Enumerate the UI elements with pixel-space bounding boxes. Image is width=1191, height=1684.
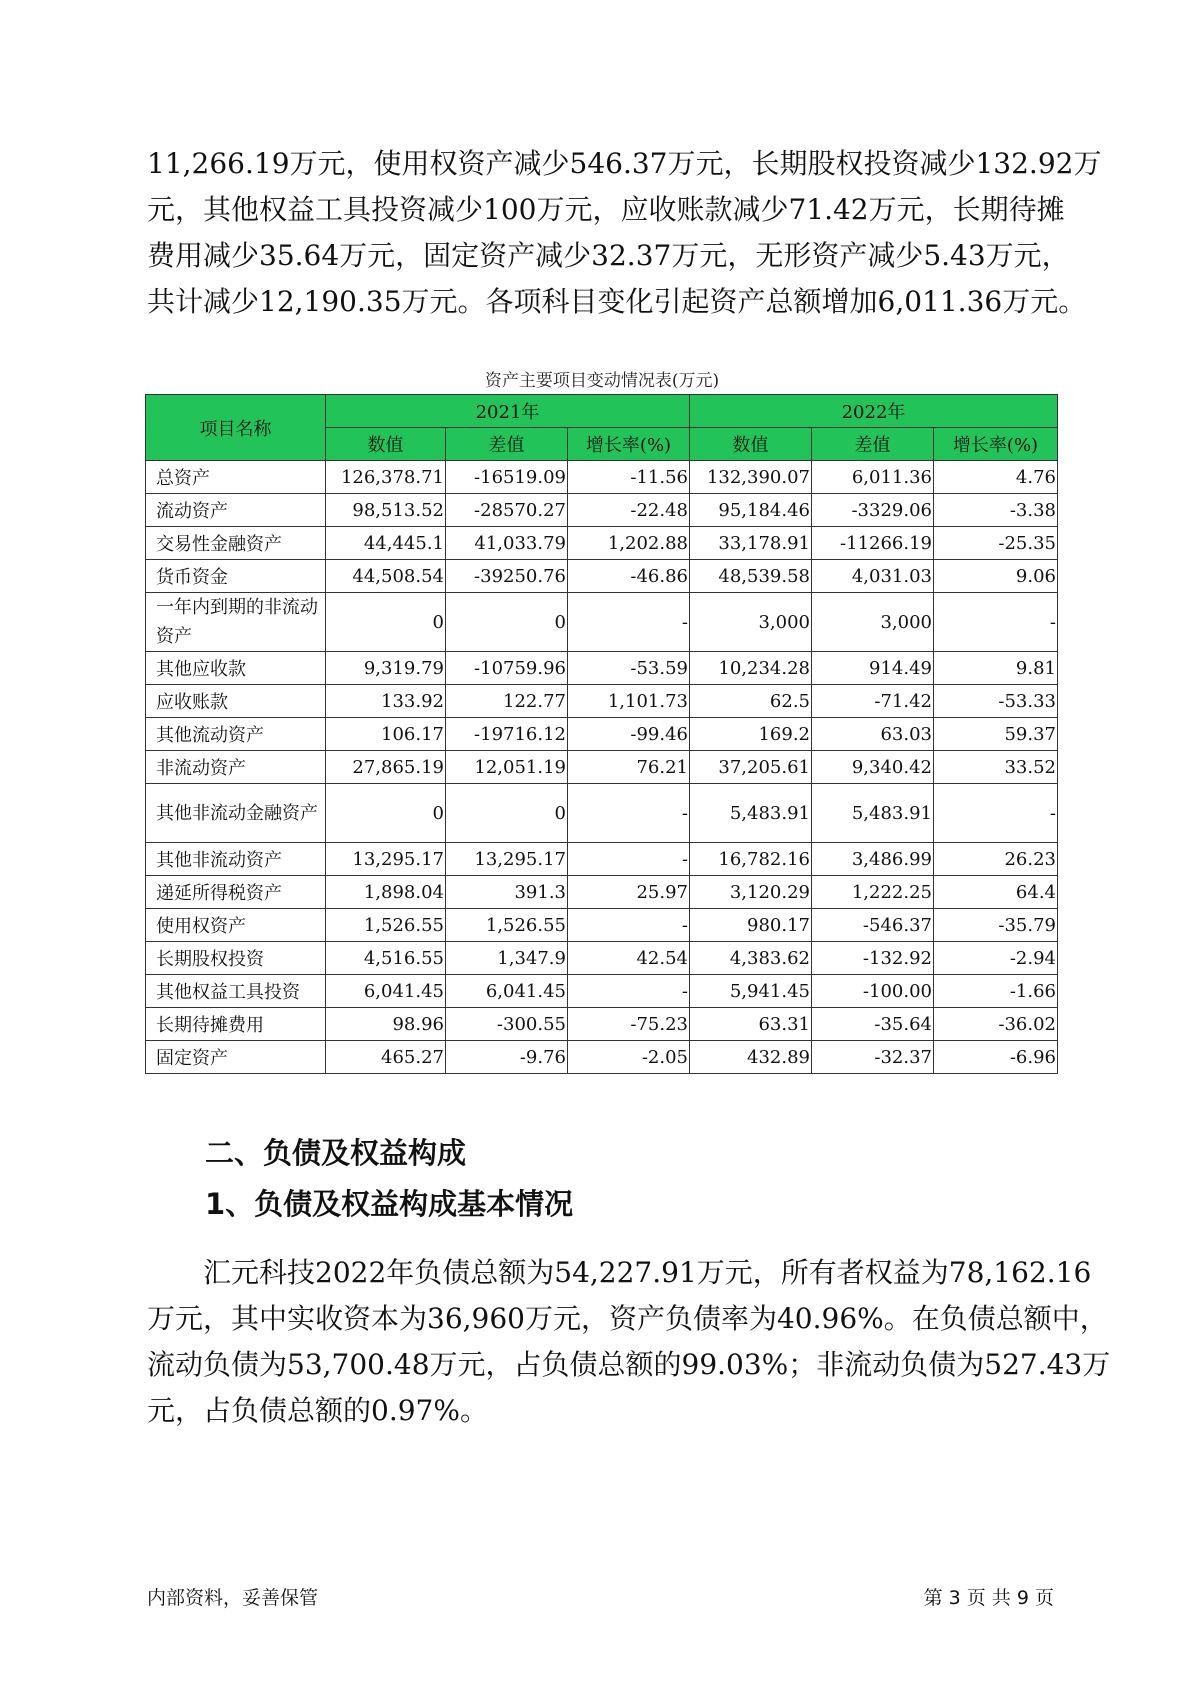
cell-growth-2022: 9.06 (934, 560, 1058, 593)
subsection-heading: 1、负债及权益构成基本情况 (205, 1187, 574, 1221)
cell-diff-2021: -39250.76 (446, 560, 568, 593)
cell-growth-2021: 42.54 (568, 942, 690, 975)
cell-value-2022: 10,234.28 (690, 652, 812, 685)
cell-item-name: 固定资产 (146, 1041, 326, 1074)
cell-value-2022: 3,000 (690, 593, 812, 652)
header-year-2022: 2022年 (690, 395, 1058, 428)
table-row (146, 652, 1058, 685)
cell-diff-2021: 1,347.9 (446, 942, 568, 975)
header-2021-value: 数值 (326, 428, 446, 461)
table-row (146, 784, 1058, 843)
cell-value-2022: 95,184.46 (690, 494, 812, 527)
cell-diff-2021: -300.55 (446, 1008, 568, 1041)
cell-growth-2021: - (568, 975, 690, 1008)
cell-value-2021: 98.96 (326, 1008, 446, 1041)
cell-value-2022: 63.31 (690, 1008, 812, 1041)
cell-item-name: 其他应收款 (146, 652, 326, 685)
footer-page-number: 第 3 页 共 9 页 (923, 1587, 1054, 1609)
cell-growth-2022: 26.23 (934, 843, 1058, 876)
cell-value-2021: 9,319.79 (326, 652, 446, 685)
cell-diff-2022: -11266.19 (812, 527, 934, 560)
table-row (146, 527, 1058, 560)
header-2022-diff: 差值 (812, 428, 934, 461)
cell-diff-2021: 13,295.17 (446, 843, 568, 876)
cell-value-2022: 432.89 (690, 1041, 812, 1074)
cell-growth-2022: -35.79 (934, 909, 1058, 942)
cell-diff-2022: 914.49 (812, 652, 934, 685)
cell-value-2021: 27,865.19 (326, 751, 446, 784)
footer-confidential-note: 内部资料，妥善保管 (147, 1587, 319, 1609)
cell-growth-2022: - (934, 593, 1058, 652)
asset-changes-table (145, 394, 1058, 1074)
cell-growth-2022: 33.52 (934, 751, 1058, 784)
cell-diff-2022: -35.64 (812, 1008, 934, 1041)
cell-growth-2021: - (568, 909, 690, 942)
cell-value-2022: 62.5 (690, 685, 812, 718)
table-row (146, 843, 1058, 876)
cell-diff-2021: 1,526.55 (446, 909, 568, 942)
cell-growth-2021: -11.56 (568, 461, 690, 494)
cell-growth-2021: - (568, 843, 690, 876)
cell-value-2021: 126,378.71 (326, 461, 446, 494)
liability-line-3: 流动负债为53,700.48万元，占负债总额的99.03%；非流动负债为527.43万 (147, 1348, 1111, 1381)
cell-value-2022: 5,941.45 (690, 975, 812, 1008)
header-2022-growth: 增长率(%) (934, 428, 1058, 461)
liability-line-4: 元，占负债总额的0.97%。 (147, 1394, 488, 1427)
table-row (146, 718, 1058, 751)
header-item-name: 项目名称 (146, 395, 326, 461)
table-row (146, 909, 1058, 942)
cell-value-2022: 33,178.91 (690, 527, 812, 560)
cell-growth-2021: -46.86 (568, 560, 690, 593)
cell-value-2021: 0 (326, 593, 446, 652)
cell-item-name: 其他权益工具投资 (146, 975, 326, 1008)
cell-diff-2022: 5,483.91 (812, 784, 934, 843)
cell-diff-2021: 0 (446, 593, 568, 652)
cell-item-name: 货币资金 (146, 560, 326, 593)
cell-growth-2021: -53.59 (568, 652, 690, 685)
cell-value-2021: 98,513.52 (326, 494, 446, 527)
cell-diff-2021: 0 (446, 784, 568, 843)
cell-growth-2021: - (568, 784, 690, 843)
cell-item-name: 应收账款 (146, 685, 326, 718)
header-year-2021: 2021年 (326, 395, 690, 428)
cell-diff-2022: 3,486.99 (812, 843, 934, 876)
cell-value-2022: 37,205.61 (690, 751, 812, 784)
cell-value-2022: 132,390.07 (690, 461, 812, 494)
table-caption: 资产主要项目变动情况表(万元) (484, 371, 720, 391)
cell-diff-2021: 391.3 (446, 876, 568, 909)
cell-growth-2022: 9.81 (934, 652, 1058, 685)
cell-diff-2022: 1,222.25 (812, 876, 934, 909)
cell-value-2021: 44,508.54 (326, 560, 446, 593)
cell-diff-2021: -10759.96 (446, 652, 568, 685)
intro-line-1: 11,266.19万元，使用权资产减少546.37万元，长期股权投资减少132.92万 (147, 147, 1102, 180)
cell-growth-2022: -6.96 (934, 1041, 1058, 1074)
intro-line-4: 共计减少12,190.35万元。各项科目变化引起资产总额增加6,011.36万元。 (147, 285, 1087, 318)
cell-value-2022: 3,120.29 (690, 876, 812, 909)
cell-item-name: 非流动资产 (146, 751, 326, 784)
liability-line-2: 万元，其中实收资本为36,960万元，资产负债率为40.96%。在负债总额中， (147, 1302, 1108, 1335)
cell-value-2021: 0 (326, 784, 446, 843)
cell-item-name: 其他流动资产 (146, 718, 326, 751)
liability-paragraph (147, 1250, 1111, 1434)
table-row (146, 975, 1058, 1008)
cell-diff-2021: -28570.27 (446, 494, 568, 527)
cell-growth-2021: -2.05 (568, 1041, 690, 1074)
liability-line-1: 汇元科技2022年负债总额为54,227.91万元，所有者权益为78,162.16 (203, 1256, 1092, 1289)
cell-growth-2021: -99.46 (568, 718, 690, 751)
table-row (146, 942, 1058, 975)
header-2021-diff: 差值 (446, 428, 568, 461)
cell-value-2021: 4,516.55 (326, 942, 446, 975)
cell-growth-2022: -36.02 (934, 1008, 1058, 1041)
cell-diff-2021: 122.77 (446, 685, 568, 718)
cell-growth-2021: -75.23 (568, 1008, 690, 1041)
cell-growth-2021: 76.21 (568, 751, 690, 784)
table-row (146, 461, 1058, 494)
cell-diff-2022: 3,000 (812, 593, 934, 652)
table-row (146, 1008, 1058, 1041)
cell-value-2021: 1,526.55 (326, 909, 446, 942)
cell-diff-2022: -71.42 (812, 685, 934, 718)
cell-diff-2022: 9,340.42 (812, 751, 934, 784)
cell-item-name: 使用权资产 (146, 909, 326, 942)
cell-growth-2022: - (934, 784, 1058, 843)
cell-item-name: 总资产 (146, 461, 326, 494)
cell-value-2021: 6,041.45 (326, 975, 446, 1008)
header-2022-value: 数值 (690, 428, 812, 461)
cell-item-name: 一年内到期的非流动资产 (146, 593, 326, 652)
cell-value-2021: 13,295.17 (326, 843, 446, 876)
cell-diff-2022: 63.03 (812, 718, 934, 751)
cell-value-2022: 169.2 (690, 718, 812, 751)
cell-item-name: 其他非流动金融资产 (146, 784, 326, 843)
cell-growth-2022: -2.94 (934, 942, 1058, 975)
cell-diff-2022: 6,011.36 (812, 461, 934, 494)
cell-diff-2021: 41,033.79 (446, 527, 568, 560)
cell-growth-2022: 4.76 (934, 461, 1058, 494)
table-row (146, 494, 1058, 527)
cell-growth-2021: - (568, 593, 690, 652)
cell-value-2022: 16,782.16 (690, 843, 812, 876)
intro-line-2: 元，其他权益工具投资减少100万元，应收账款减少71.42万元，长期待摊 (147, 193, 1065, 226)
cell-value-2021: 1,898.04 (326, 876, 446, 909)
cell-growth-2022: 59.37 (934, 718, 1058, 751)
cell-diff-2022: 4,031.03 (812, 560, 934, 593)
cell-growth-2022: 64.4 (934, 876, 1058, 909)
cell-growth-2022: -53.33 (934, 685, 1058, 718)
cell-diff-2021: 12,051.19 (446, 751, 568, 784)
table-row (146, 876, 1058, 909)
cell-growth-2021: 1,202.88 (568, 527, 690, 560)
table-row (146, 685, 1058, 718)
cell-growth-2022: -3.38 (934, 494, 1058, 527)
cell-item-name: 递延所得税资产 (146, 876, 326, 909)
cell-growth-2021: -22.48 (568, 494, 690, 527)
cell-item-name: 流动资产 (146, 494, 326, 527)
cell-diff-2021: -9.76 (446, 1041, 568, 1074)
cell-value-2021: 44,445.1 (326, 527, 446, 560)
intro-line-3: 费用减少35.64万元，固定资产减少32.37万元，无形资产减少5.43万元， (147, 239, 1070, 272)
cell-value-2022: 48,539.58 (690, 560, 812, 593)
header-2021-growth: 增长率(%) (568, 428, 690, 461)
cell-item-name: 交易性金融资产 (146, 527, 326, 560)
cell-diff-2022: -132.92 (812, 942, 934, 975)
cell-value-2021: 465.27 (326, 1041, 446, 1074)
cell-diff-2022: -32.37 (812, 1041, 934, 1074)
cell-value-2021: 133.92 (326, 685, 446, 718)
cell-diff-2021: -19716.12 (446, 718, 568, 751)
cell-value-2022: 5,483.91 (690, 784, 812, 843)
section-heading: 二、负债及权益构成 (205, 1136, 467, 1170)
cell-value-2021: 106.17 (326, 718, 446, 751)
cell-diff-2021: 6,041.45 (446, 975, 568, 1008)
cell-value-2022: 980.17 (690, 909, 812, 942)
cell-growth-2022: -1.66 (934, 975, 1058, 1008)
cell-diff-2022: -100.00 (812, 975, 934, 1008)
table-row (146, 1041, 1058, 1074)
intro-paragraph (147, 141, 1102, 325)
cell-item-name: 长期股权投资 (146, 942, 326, 975)
cell-diff-2022: -546.37 (812, 909, 934, 942)
cell-diff-2022: -3329.06 (812, 494, 934, 527)
cell-diff-2021: -16519.09 (446, 461, 568, 494)
cell-growth-2021: 25.97 (568, 876, 690, 909)
cell-item-name: 长期待摊费用 (146, 1008, 326, 1041)
table-row (146, 593, 1058, 652)
cell-growth-2021: 1,101.73 (568, 685, 690, 718)
cell-item-name: 其他非流动资产 (146, 843, 326, 876)
table-row (146, 560, 1058, 593)
cell-growth-2022: -25.35 (934, 527, 1058, 560)
table-row (146, 751, 1058, 784)
cell-value-2022: 4,383.62 (690, 942, 812, 975)
